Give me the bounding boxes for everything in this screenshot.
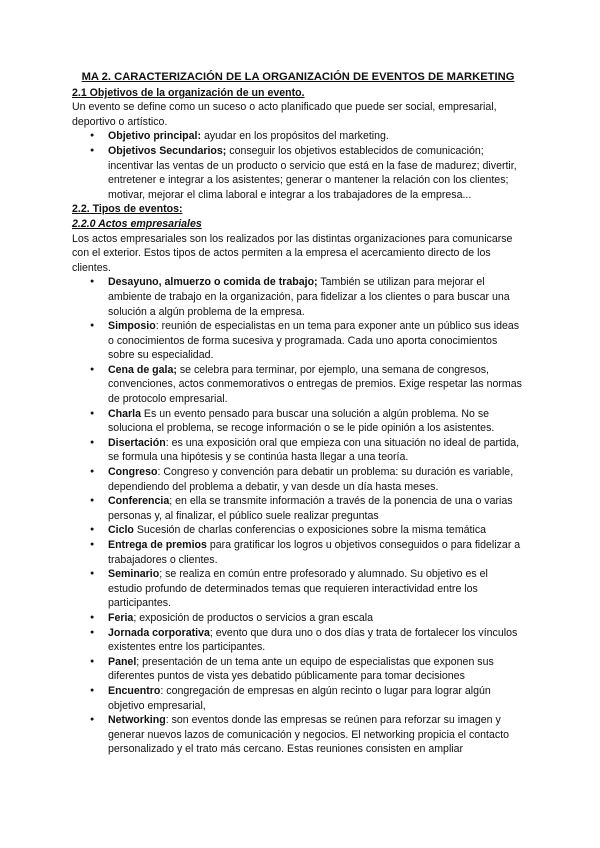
- list-item-text: También se utilizan para mejorar el ambiente de trabajo en la organización, para fidelizar a los clientes o para buscar una solución a algún problema de la empresa.: [108, 276, 510, 318]
- list-item-text: Es un evento pensado para buscar una solución a algún problema. No se soluciona el problema, se recoge información o se le pide opinión a los asistentes.: [108, 407, 495, 435]
- section-2-2-intro: Los actos empresariales son los realizados por las distintas organizaciones para comunicarse con el exterior. Estos tipos de actos permiten a la empresa el acercamiento directo de los clientes.: [72, 232, 513, 274]
- list-item: [108, 713, 524, 757]
- list-item-term: Simposio: [108, 320, 156, 333]
- section-2-1-list: [72, 129, 524, 202]
- list-item: [108, 538, 524, 567]
- section-2-2-list: [72, 275, 524, 757]
- list-item-term: Desayuno, almuerzo o comida de trabajo;: [108, 276, 318, 289]
- list-item: [108, 319, 524, 363]
- list-item-term: Congreso: [108, 466, 158, 479]
- list-item: [108, 129, 524, 144]
- section-heading-2-1: 2.1 Objetivos de la organización de un evento.: [72, 86, 305, 99]
- list-item-term: Objetivos Secundarios;: [108, 144, 227, 157]
- list-item-text: se celebra para terminar, por ejemplo, una semana de congresos, convenciones, actos conmemorativos o entregas de premios. Exige respetar las normas de protocolo empresarial.: [108, 363, 522, 406]
- list-item-term: Conferencia: [108, 495, 170, 508]
- list-item-text: ; exposición de productos o servicios a gran escala: [133, 611, 373, 624]
- list-item: [108, 655, 524, 684]
- page-title: MA 2. CARACTERIZACIÓN DE LA ORGANIZACIÓN DE EVENTOS DE MARKETING: [81, 71, 515, 83]
- list-item-term: Cena de gala;: [108, 363, 177, 376]
- list-item-term: Entrega de premios: [108, 539, 207, 551]
- list-item-text: : es una exposición oral que empieza con una situación no ideal de partida, se formula una hipótesis y se continúa hasta llegar a una teoría.: [108, 436, 520, 464]
- list-item: [108, 363, 524, 407]
- list-item-text: ayudar en los propósitos del marketing.: [201, 130, 389, 143]
- list-item-term: Encuentro: [108, 684, 161, 697]
- list-item-text: ; se realiza en común entre profesorado y alumnado. Su objetivo es el estudio profundo de determinados temas que requieren interactividad entre los participantes.: [108, 568, 488, 610]
- list-item: [108, 144, 524, 202]
- list-item: [108, 523, 524, 538]
- section-2-1-intro: Un evento se define como un suceso o acto planificado que puede ser social, empresarial, deportivo o artístico.: [72, 101, 497, 128]
- list-item-term: Seminario: [108, 568, 160, 581]
- list-item-text: : congregación de empresas en algún recinto o lugar para lograr algún objetivo empresarial,: [108, 684, 491, 712]
- list-item: [108, 436, 524, 465]
- list-item-text: ; en ella se transmite información a través de la ponencia de una o varias personas y, al finalizar, el público suele realizar preguntas: [108, 495, 513, 522]
- list-item: [108, 407, 524, 436]
- list-item-text: ; evento que dura uno o dos días y trata de fortalecer los vínculos existentes entre los participantes.: [108, 626, 518, 654]
- list-item-term: Panel: [108, 655, 137, 668]
- list-item-text: : reunión de especialistas en un tema para exponer ante un público sus ideas o conocimientos de forma sucesiva y programada. Cada uno aporta conocimientos sobre su especialidad.: [108, 320, 520, 362]
- list-item-text: : son eventos donde las empresas se reúnen para reforzar su imagen y generar nuevos lazos de comunicación y negocios. El networking propicia el contacto personalizado y el trato más cercano. Estas reuniones consisten en ampliar: [108, 714, 510, 756]
- list-item-term: Feria: [108, 611, 134, 624]
- list-item-text: Sucesión de charlas conferencias o exposiciones sobre la misma temática: [133, 524, 487, 537]
- list-item: [108, 494, 524, 523]
- list-item: [108, 684, 524, 713]
- list-item-text: : Congreso y convención para debatir un problema: su duración es variable, dependiendo del problema a debatir, y van desde un día hasta meses.: [108, 466, 514, 493]
- list-item-term: Charla: [108, 407, 141, 420]
- list-item-term: Jornada corporativa: [108, 626, 210, 639]
- list-item: [108, 626, 524, 655]
- list-item-term: Networking: [108, 714, 166, 727]
- list-item-text: conseguir los objetivos establecidos de comunicación; incentivar las ventas de un producto o servicio que está en la fase de madurez; divertir, entretener e integrar a los asistentes; generar o mantener la relación con los clientes; motivar, mejorar el clima laboral e integrar a los trabajadores de la empresa...: [108, 144, 517, 201]
- section-heading-2-2: 2.2. Tipos de eventos:: [72, 203, 183, 216]
- list-item-term: Objetivo principal:: [108, 130, 202, 143]
- list-item: [108, 611, 524, 626]
- list-item-term: Ciclo: [108, 524, 134, 537]
- list-item-text: ; presentación de un tema ante un equipo de especialistas que exponen sus diferentes puntos de vista yes debatido públicamente para tomar decisiones: [108, 655, 494, 683]
- list-item-text: para gratificar los logros u objetivos conseguidos o para fidelizar a trabajadores o clientes.: [108, 539, 521, 566]
- list-item: [108, 465, 524, 494]
- list-item-term: Disertación: [108, 436, 166, 449]
- subsection-heading-2-2-0: 2.2.0 Actos empresariales: [72, 217, 202, 230]
- list-item: [108, 275, 524, 319]
- document-page: [72, 70, 524, 757]
- list-item: [108, 567, 524, 611]
